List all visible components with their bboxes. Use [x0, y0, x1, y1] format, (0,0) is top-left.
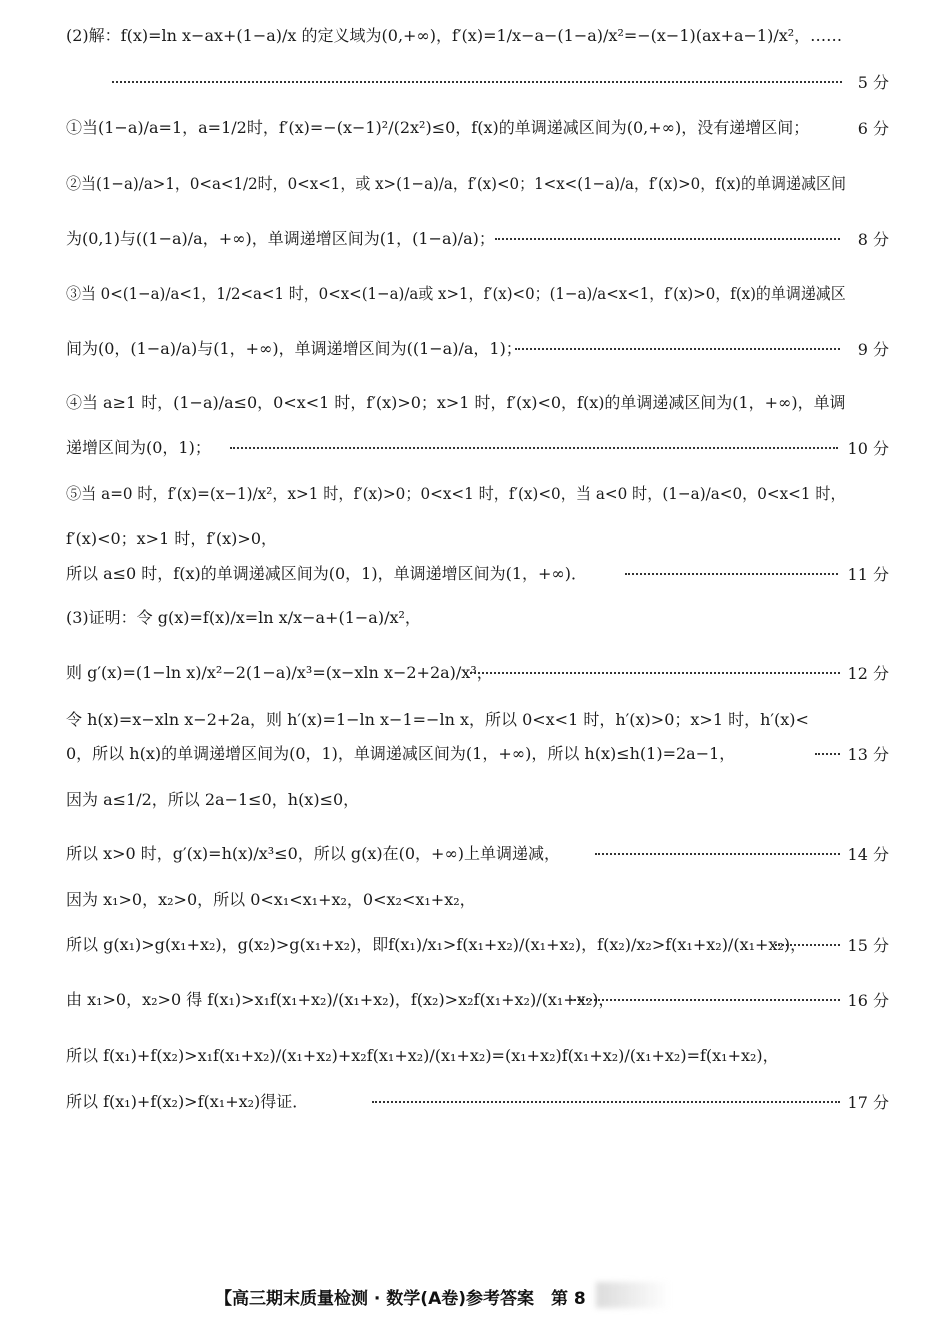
line-text: 间为(0，(1−a)/a)与(1，+∞)，单调递增区间为((1−a)/a，1)； — [66, 338, 522, 358]
solution-line-9 — [66, 482, 890, 505]
line-text: 则 g′(x)=(1−ln x)/x²−2(1−a)/x³=(x−xln x−2+2a)/x³， — [66, 662, 493, 682]
score-label: 17 分 — [847, 1093, 889, 1112]
line-text: 为(0,1)与((1−a)/a，+∞)，单调递增区间为(1，(1−a)/a)； — [66, 228, 495, 248]
solution-line-12 — [66, 606, 890, 629]
dot-leader — [815, 753, 840, 755]
score-label: 5 分 — [857, 73, 889, 92]
dot-leader — [595, 853, 840, 855]
score-label: 15 分 — [847, 936, 889, 955]
dot-leader — [775, 944, 840, 946]
solution-line-15 — [66, 742, 890, 765]
solution-line-3 — [66, 172, 890, 195]
dot-leader — [465, 672, 840, 674]
line-text: 所以 x>0 时，g′(x)=h(x)/x³≤0，所以 g(x)在(0，+∞)上单调递减， — [66, 843, 561, 863]
line-text: 所以 a≤0 时，f(x)的单调递减区间为(0，1)，单调递增区间为(1，+∞)． — [66, 563, 587, 583]
dot-leader — [570, 999, 840, 1001]
score-label: 16 分 — [847, 991, 889, 1010]
line-text: 所以 g(x₁)>g(x₁+x₂)，g(x₂)>g(x₁+x₂)，即f(x₁)/x₁>f(x₁+x₂)/(x₁+x₂)，f(x₂)/x₂>f(x₁+x₂)/(x₁+x₂)， — [66, 934, 807, 954]
line-text: 所以 f(x₁)+f(x₂)>x₁f(x₁+x₂)/(x₁+x₂)+x₂f(x₁+x₂)/(x₁+x₂)=(x₁+x₂)f(x₁+x₂)/(x₁+x₂)=f(x₁+x₂)， — [66, 1045, 779, 1065]
line-text: ①当(1−a)/a=1，a=1/2时，f′(x)=−(x−1)²/(2x²)≤0，f(x)的单调递减区间为(0,+∞)，没有递增区间； — [66, 117, 810, 137]
solution-line-10 — [66, 527, 890, 550]
solution-line-1 — [66, 24, 890, 47]
solution-line-7 — [66, 391, 890, 414]
line-text: ④当 a≥1 时，(1−a)/a≤0，0<x<1 时，f′(x)>0；x>1 时，f′(x)<0，f(x)的单调递减区间为(1，+∞)，单调 — [66, 392, 846, 412]
score-label: 8 分 — [857, 230, 889, 249]
dot-leader — [495, 238, 840, 240]
blurred-region — [596, 1282, 670, 1308]
line-text: 令 h(x)=x−xln x−2+2a，则 h′(x)=1−ln x−1=−ln x，所以 0<x<1 时，h′(x)>0；x>1 时，h′(x)< — [66, 709, 809, 729]
score-label: 13 分 — [847, 745, 889, 764]
line-text: ⑤当 a=0 时，f′(x)=(x−1)/x²，x>1 时，f′(x)>0；0<x<1 时，f′(x)<0，当 a<0 时，(1−a)/a<0，0<x<1 时， — [66, 483, 846, 503]
line-text: 由 x₁>0，x₂>0 得 f(x₁)>x₁f(x₁+x₂)/(x₁+x₂)，f(x₂)>x₂f(x₁+x₂)/(x₁+x₂)， — [66, 989, 615, 1009]
solution-line-14 — [66, 708, 890, 731]
solution-line-16 — [66, 788, 890, 811]
line-text: 因为 x₁>0，x₂>0，所以 0<x₁<x₁+x₂，0<x₂<x₁+x₂， — [66, 889, 476, 909]
page-footer: 【高三期末质量检测 · 数学(A卷)参考答案 第 8 — [215, 1289, 586, 1309]
solution-line-5 — [66, 282, 890, 305]
line-text: 0，所以 h(x)的单调递增区间为(0，1)，单调递减区间为(1，+∞)，所以 h(x)≤h(1)=2a−1， — [66, 743, 736, 763]
score-label: 14 分 — [847, 845, 889, 864]
line-text: f′(x)<0；x>1 时，f′(x)>0， — [66, 528, 277, 548]
solution-line-2 — [66, 116, 890, 139]
score-label: 9 分 — [857, 340, 889, 359]
score-label: 6 分 — [857, 119, 889, 138]
line-text: ③当 0<(1−a)/a<1，1/2<a<1 时，0<x<(1−a)/a或 x>1，f′(x)<0；(1−a)/a<x<1，f′(x)>0，f(x)的单调递减区 — [66, 283, 846, 303]
solution-line-19 — [66, 933, 890, 956]
dot-leader — [112, 81, 842, 83]
solution-line-18 — [66, 888, 890, 911]
line-text: ②当(1−a)/a>1，0<a<1/2时，0<x<1，或 x>(1−a)/a，f′(x)<0；1<x<(1−a)/a，f′(x)>0，f(x)的单调递减区间 — [66, 173, 846, 193]
dot-leader — [625, 573, 838, 575]
line-text: (3)证明：令 g(x)=f(x)/x=ln x/x−a+(1−a)/x²， — [66, 607, 421, 627]
score-label: 10 分 — [847, 439, 889, 458]
score-label: 12 分 — [847, 664, 889, 683]
score-label: 11 分 — [847, 565, 889, 584]
dot-leader — [515, 348, 840, 350]
line-text: 因为 a≤1/2，所以 2a−1≤0，h(x)≤0， — [66, 789, 360, 809]
dot-leader — [372, 1101, 840, 1103]
solution-line-21 — [66, 1044, 890, 1067]
line-text: (2)解：f(x)=ln x−ax+(1−a)/x 的定义域为(0,+∞)，f′(x)=1/x−a−(1−a)/x²=−(x−1)(ax+a−1)/x²，…… — [66, 25, 843, 45]
line-text: 递增区间为(0，1)； — [66, 437, 211, 457]
dot-leader — [230, 447, 838, 449]
line-text: 所以 f(x₁)+f(x₂)>f(x₁+x₂)得证． — [66, 1091, 309, 1111]
